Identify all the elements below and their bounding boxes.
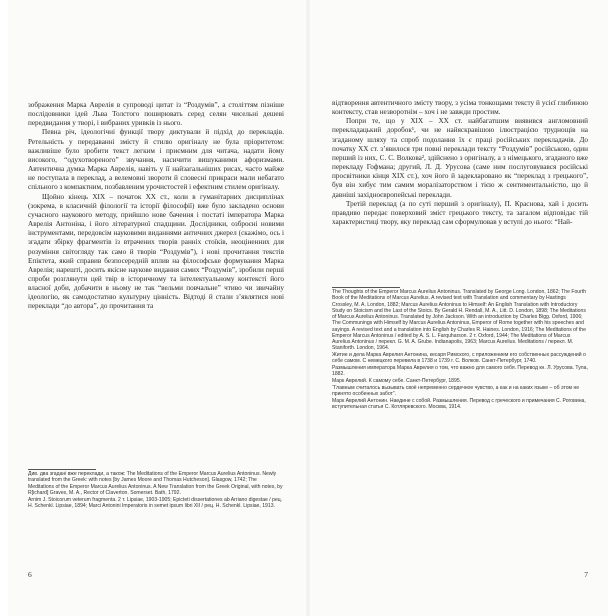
right-paragraph-1: відтворення автентичного змісту твору, з усіма тонкощами тексту й усієї глибиною контексту, став незворотнім – хоч і не завжди простим. [332, 99, 588, 117]
right-footnote-4: Марк Аврелий. К самому себе. Санкт-Петербург, 1895. [332, 378, 462, 385]
right-footnote-rule [332, 287, 400, 288]
right-page-number: 7 [584, 570, 588, 579]
left-page [8, 0, 304, 616]
left-footnote-2: Arnim J. Stoicorum veterum fragmenta. 2 т. Lipsiae, 1903-1905; Epicteti dissertationes ab Arriano digestae / рец. H. Schenkl. Lipsiae, 1894; Marci Antonini Imperatoris in semet ipsum libri XII / рец. H. Schenkl. Lipsiae, 1913. [28, 496, 283, 509]
right-footnote-5: “Главным считалось вызывать своё непременно сердечное чувство, а как и на каких языке – об этом не принято особенных забот”. [332, 385, 580, 398]
left-page-number: 6 [28, 570, 32, 579]
right-page-body [332, 99, 588, 227]
book-gutter [304, 0, 312, 616]
left-paragraph-2: Певна річ, ідеологічні функції твору диктували й підхід до перекладів. Ретельність у передаванні змісту й стилю оригіналу не була пріоритетом: важливіше було зробити текст легким і приємним для читача, надати йому високого, “одухотвореного” звучання, насичити вишуканими афоризмами. Автентична думка Марка Аврелія, навіть у її найзагальніших рисах, часто майже не поступала в переклад, а велемовні звороти й словесні прикраси мали небагато спільного з компактним, позбавленим урочистостей і ефектним стилем оригіналу. [28, 128, 284, 192]
left-footnote-rule [28, 469, 96, 470]
right-paragraph-3: Третій переклад (а по суті перший з оригіналу), П. Краснова, хай і досить правдиво передає поверховий зміст грецького тексту, та загалом відповідає тій характеристиці твору, яку переклад сам сформулював у вступі до нього: “Най- [332, 199, 588, 227]
right-footnote-6: Марк Аврелий Антонин. Наедине с собой. Размышления. Перевод с греческого и примечания С. Роговина, вступительная статья С. Котляревского. Москва, 1914. [332, 398, 586, 411]
left-page-body [28, 101, 284, 312]
left-footnotes [28, 471, 284, 510]
right-paragraph-2: Попри те, що у XIX – XX ст. найбагатшим виявився англомовний перекладацький доробок¹, чи не найяскравішою ілюстрацією труднощів на згаданому шляху та спроб подолання їх є праці російських перекладачів. До початку XX ст. з’явилося три повні переклади тексту “Роздумів” російською, один перший із них, С. С. Волкова², здійснено з оригіналу, а з німецького, згаданого вже перекладу Гофмана; другий, Л. Д. Урусова (саме ним послуговувався російські просвітники кінця XIX ст.), хоч його й задекларовано як “переклад з грецького”, був він хибує тим самим моралізаторством і тією ж сентиментальністю, що й давніші західноєвропейські переклади. [332, 117, 588, 199]
right-footnote-1: The Thoughts of the Emperor Marcus Aurelius Antoninus. Translated by George Long. London, 1862; The Fourth Book of the Meditations of Marcus Aurelius. A revised text with Translation and commentary by Hastings Crossley, M. A. London, 1882; Marcus Aurelius Antoninus to Himself: An English Translation with Introductory Study on Stoicism and the Last of the Stoics. By Gerald H. Rendall, M. A., Litt. D. London, 1898; The Meditations of Marcus Aurelius Antoninus. Translated by John Jackson. With an introduction by Charles Bigg. Oxford, 1906; The Communings with Himself by Marcus Aurelius Antoninus, Emperor of Rome together with his speeches and sayings. A revised text and a translation into English by Charles R. Haines. London, 1916; The Meditations of the Emperor Marcus Antoninus / edited by A. S. L. Farquharson. 2 т. Oxford, 1944; The Meditations of Marcus Aurelius Antoninus / перекл. G. M. A. Grube. Indianapolis, 1963; Marcus Aurelius. Meditations / перекл. M. Staniforth. London, 1964. [332, 289, 587, 352]
left-footnote-1: Див. два згадані вже переклади, а також: The Meditations of the Emperor Marcus Aurelius Antoninus. Newly translated from the Greek: with notes [by James Moore and Thomas Hutcheson]. Glasgow, 1742; The Meditations of the Emperor Marcus Aurelius Antoninus. A New Translation from the Greek Original, with notes, by R[ichard] Graves, M. A., Rector of Claverton. Somerset. Bath, 1792. [28, 471, 283, 496]
left-paragraph-3: Щойно кінець XIX – початок XX ст., коли в гуманітарних дисциплінах (зокрема, в класичній філології та історії філософії) вже було закладено основи сучасного наукового методу, прийшло нове бачення і постаті імператора Марка Аврелія Антоніна, і його літературної спадщини. Дослідники, озброєні новими інструментами, передовсім науковими виданнями античних джерел (скажімо, ось і згадати збірку фрагментів із втрачених творів ранніх стоїків, неоціненних для розуміння світогляду так само й творів “Роздумів”), і нові прочитання текстів Епіктета, який справив безпосередній вплив на філософське формування Марка Аврелія; нарешті, досить якісне наукове видання самих “Роздумів”, зробили перші спроби розглянути цей твір в історичному та інтелектуальному контексті його власної доби, добачити в ньому не так “вельми повчальне” чтиво чи звичайну ідеологію, як самодостатню культурну цінність. Відтоді й стали з’являтися нові переклади “до автора”, до прочитання та [28, 192, 284, 311]
right-footnote-3: Размышления императора Марка Аврелия о том, что важно для самого себя. Перевод кн. Л. Урусова. Тула, 1882. [332, 365, 588, 378]
right-footnote-2: Житие и дела Марка Аврелия Антонина, кесаря Римского, с приложением его собственных рассуждений о себе самом. С немецкого перевела в 1738 и 1739 г. С. Волков. Санкт-Петербург, 1740. [332, 352, 586, 365]
left-paragraph-1: зображення Марка Аврелія в супроводі цитат із “Роздумів”, а століттям пізніше послідовники ідей Льва Толстого поширювать серед селян чисельні дешеві передвидання у творі, і вибраних уривків із нього. [28, 101, 284, 128]
right-footnotes [332, 289, 588, 411]
right-page [312, 0, 608, 616]
